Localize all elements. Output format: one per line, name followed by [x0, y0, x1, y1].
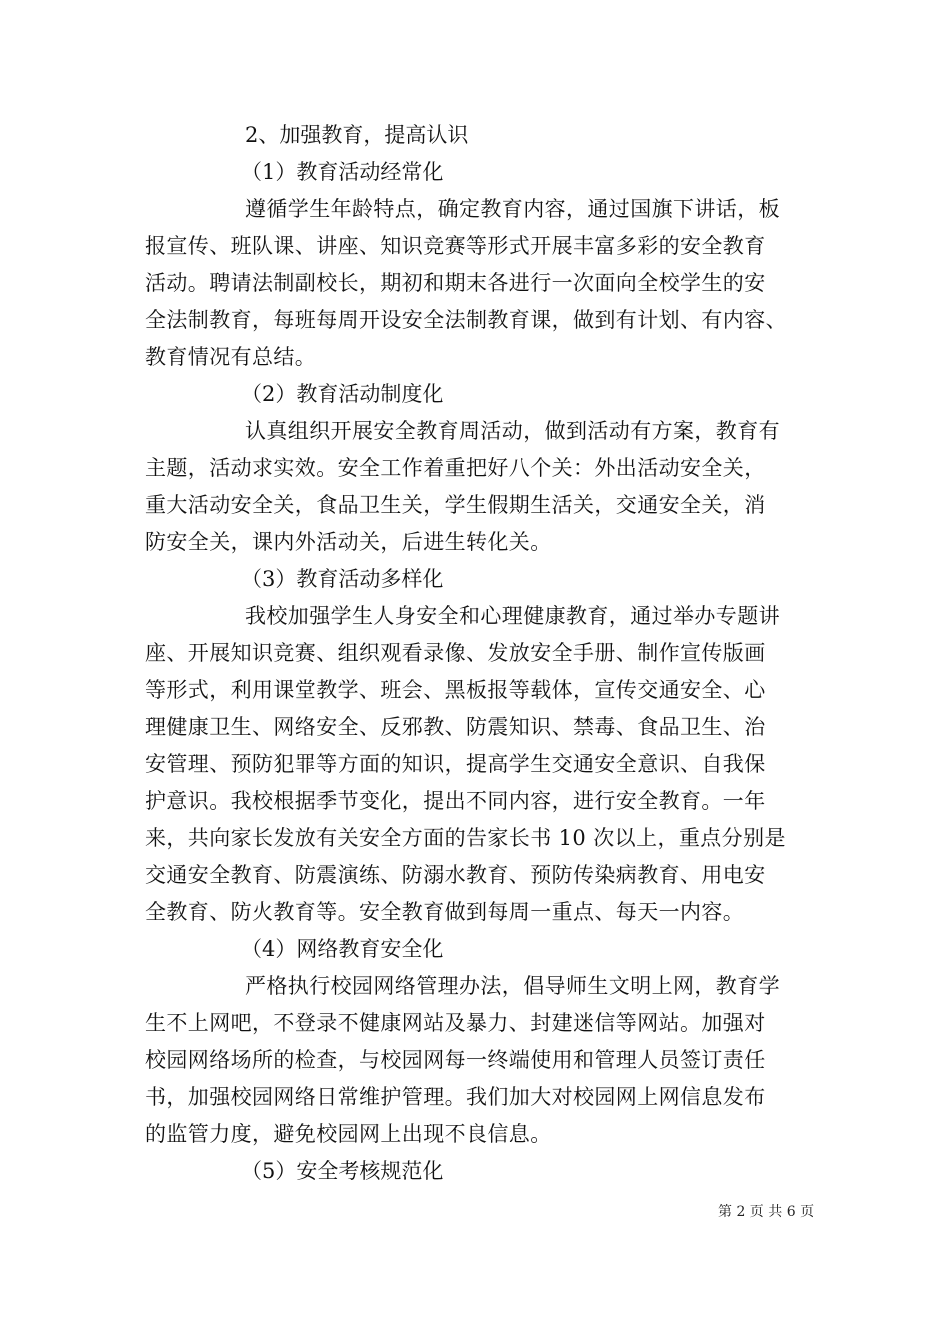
paragraph-line: 主题，活动求实效。安全工作着重把好八个关：外出活动安全关，: [145, 456, 766, 480]
subsection-title-2: （2）教育活动制度化: [241, 382, 444, 406]
document-body: [145, 117, 805, 1190]
section-title: 2、加强教育，提高认识: [245, 123, 469, 147]
subsection-title-4: （4）网络教育安全化: [241, 937, 444, 961]
subsection-title-1: （1）教育活动经常化: [241, 160, 444, 184]
paragraph-line: 全教育、防火教育等。安全教育做到每周一重点、每天一内容。: [145, 900, 745, 924]
paragraph-line: 座、开展知识竞赛、组织观看录像、发放安全手册、制作宣传版画: [145, 641, 766, 665]
paragraph-line: 报宣传、班队课、讲座、知识竞赛等形式开展丰富多彩的安全教育: [145, 234, 766, 258]
paragraph-line: 交通安全教育、防震演练、防溺水教育、预防传染病教育、用电安: [145, 863, 766, 887]
page-number-footer: 第 2 页 共 6 页: [718, 1204, 815, 1220]
subsection-paragraph-3: [145, 598, 805, 931]
paragraph-line: 等形式，利用课堂教学、班会、黑板报等载体，宣传交通安全、心: [145, 678, 766, 702]
paragraph-line: 理健康卫生、网络安全、反邪教、防震知识、禁毒、食品卫生、治: [145, 715, 766, 739]
subsection-paragraph-1: [145, 191, 805, 376]
subsection-title-5: （5）安全考核规范化: [241, 1159, 444, 1183]
paragraph-line: 生不上网吧，不登录不健康网站及暴力、封建迷信等网站。加强对: [145, 1011, 766, 1035]
paragraph-line: 重大活动安全关，食品卫生关，学生假期生活关，交通安全关，消: [145, 493, 766, 517]
paragraph-line: 的监管力度，避免校园网上出现不良信息。: [145, 1122, 552, 1146]
paragraph-line: 活动。聘请法制副校长，期初和期末各进行一次面向全校学生的安: [145, 271, 766, 295]
paragraph-line: 校园网络场所的检查，与校园网每一终端使用和管理人员签订责任: [145, 1048, 766, 1072]
paragraph-line: 书，加强校园网络日常维护管理。我们加大对校园网上网信息发布: [145, 1085, 766, 1109]
subsection-title-3: （3）教育活动多样化: [241, 567, 444, 591]
paragraph-line: 遵循学生年龄特点，确定教育内容，通过国旗下讲话，板: [245, 197, 780, 221]
paragraph-line: 安管理、预防犯罪等方面的知识，提高学生交通安全意识、自我保: [145, 752, 766, 776]
paragraph-line: 全法制教育，每班每周开设安全法制教育课，做到有计划、有内容、: [145, 308, 787, 332]
subsection-paragraph-2: [145, 413, 805, 561]
paragraph-line: 防安全关，课内外活动关，后进生转化关。: [145, 530, 552, 554]
paragraph-line: 严格执行校园网络管理办法，倡导师生文明上网，教育学: [245, 974, 780, 998]
subsection-paragraph-4: [145, 968, 805, 1153]
paragraph-line: 我校加强学生人身安全和心理健康教育，通过举办专题讲: [245, 604, 780, 628]
paragraph-line: 教育情况有总结。: [145, 345, 317, 369]
paragraph-line: 护意识。我校根据季节变化，提出不同内容，进行安全教育。一年: [145, 789, 766, 813]
paragraph-line: 来，共向家长发放有关安全方面的告家长书 10 次以上，重点分别是: [145, 826, 786, 850]
paragraph-line: 认真组织开展安全教育周活动，做到活动有方案，教育有: [245, 419, 780, 443]
